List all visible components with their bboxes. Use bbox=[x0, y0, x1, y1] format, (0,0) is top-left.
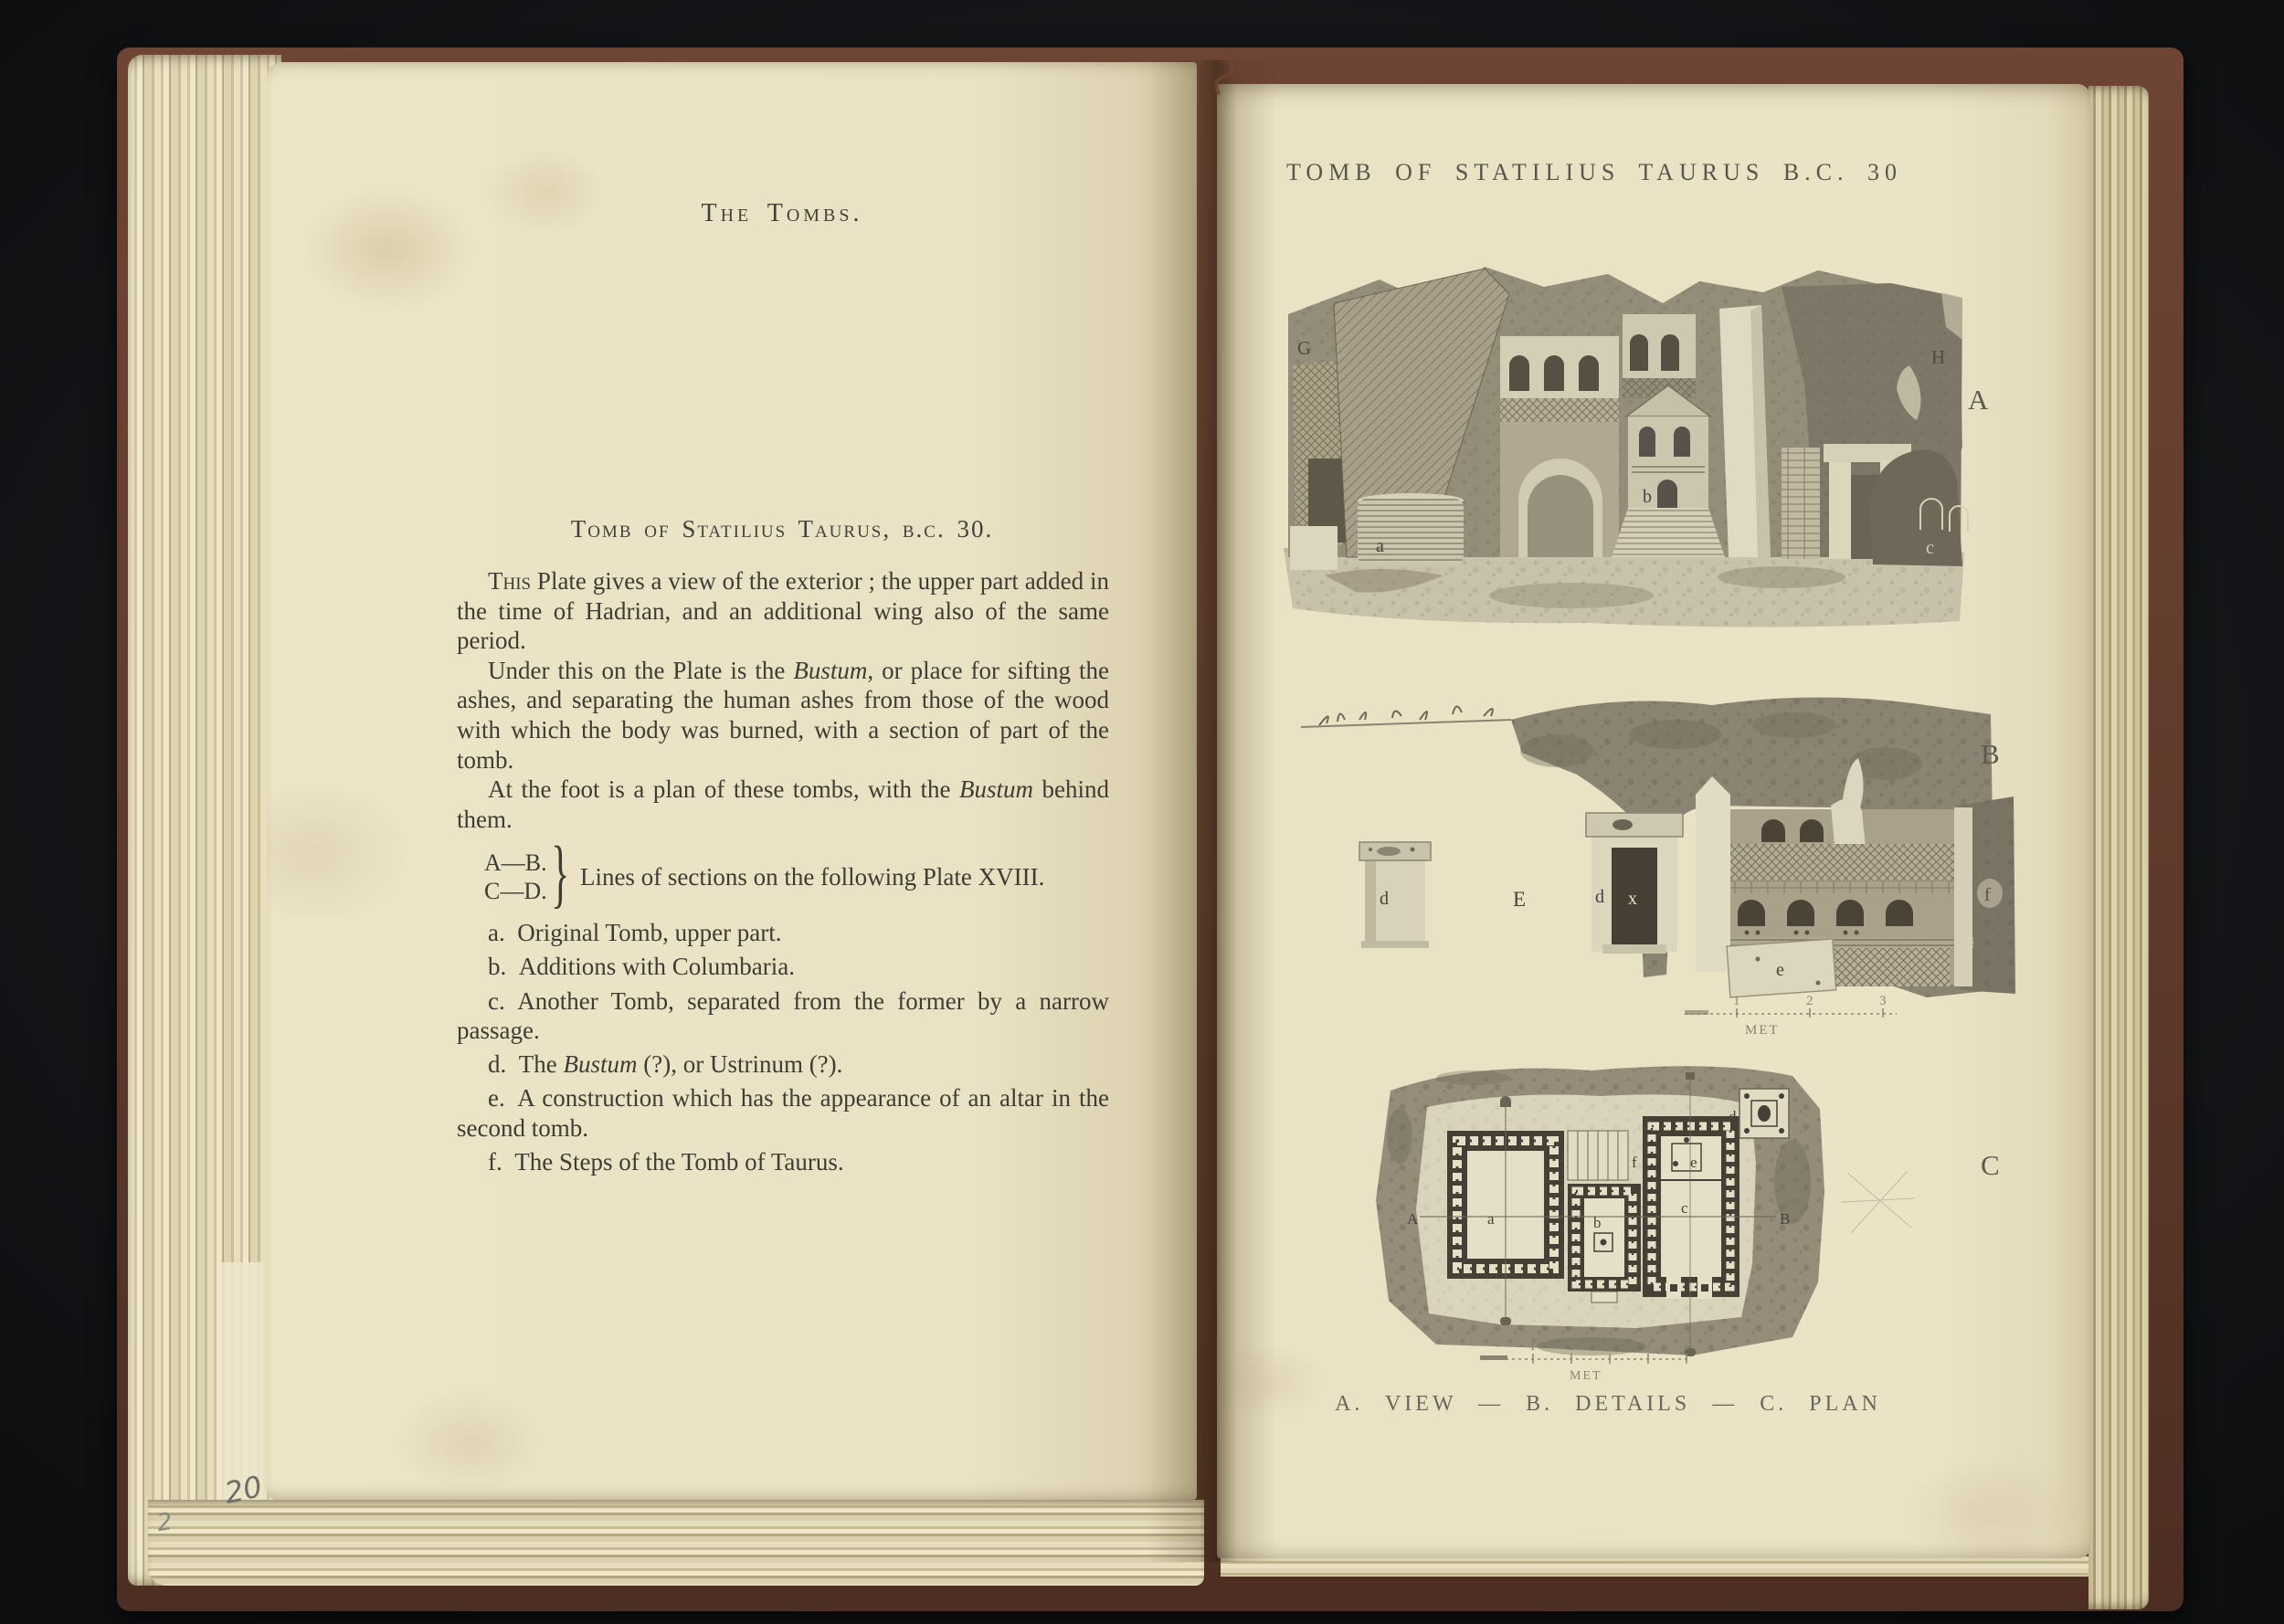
figure-c-letter-d: d bbox=[1729, 1108, 1737, 1125]
right-page bbox=[1217, 84, 2090, 1558]
scale-unit: MET bbox=[1745, 1023, 1780, 1038]
scale-number: 1 bbox=[1733, 994, 1740, 1008]
paragraph: This Plate gives a view of the exterior ; the upper part added in the time of Hadrian, and an additional wing also of the same period. bbox=[457, 567, 1109, 655]
brace-glyph: } bbox=[550, 831, 569, 917]
running-title: The Tombs. bbox=[701, 199, 863, 227]
open-book bbox=[117, 47, 2184, 1611]
figure-b-letter-d-altar: d bbox=[1380, 889, 1389, 909]
figure-a-letter-c: c bbox=[1926, 538, 1934, 558]
scale-number: 5 bbox=[1683, 1340, 1689, 1354]
figure-c-letter-a: a bbox=[1487, 1210, 1495, 1228]
section-line-labels bbox=[484, 849, 547, 905]
figure-b-letter-x: x bbox=[1628, 889, 1637, 909]
figure-c-plan bbox=[1363, 1054, 1925, 1383]
list-item: b. Additions with Columbaria. bbox=[488, 953, 795, 981]
scale-number: 2 bbox=[1806, 994, 1813, 1008]
figure-a-letter-a: a bbox=[1376, 536, 1384, 556]
plate-caption: A. VIEW — B. DETAILS — C. PLAN bbox=[1335, 1392, 1881, 1416]
bottom-right-page-edges bbox=[1221, 1556, 2088, 1577]
list-item: e. A construction which has the appearance of an altar in the second tomb. bbox=[457, 1084, 1109, 1142]
section-note-text: Lines of sections on the following Plate XVIII. bbox=[579, 862, 1045, 891]
body-text bbox=[457, 566, 1109, 1181]
scale-number: 1 bbox=[1529, 1340, 1536, 1354]
plan-altar-d bbox=[1739, 1089, 1789, 1138]
bookmark-thread-icon bbox=[1210, 49, 1252, 100]
scale-number: 3 bbox=[1606, 1340, 1613, 1354]
key-list bbox=[457, 918, 1109, 1176]
compass-rose bbox=[1842, 1171, 1915, 1233]
list-item: c. Another Tomb, separated from the former by a narrow passage. bbox=[457, 986, 1109, 1045]
figure-a-letter-b: b bbox=[1643, 487, 1652, 507]
list-item: f. The Steps of the Tomb of Taurus. bbox=[488, 1148, 844, 1176]
section-heading: Tomb of Statilius Taurus, b.c. 30. bbox=[570, 515, 994, 543]
bottom-left-page-edges bbox=[148, 1500, 1204, 1586]
figure-c-letter-e: e bbox=[1690, 1154, 1697, 1171]
figure-a-view bbox=[1270, 256, 1973, 632]
figure-b-scale-bar bbox=[1685, 994, 1897, 1038]
paragraph: At the foot is a plan of these tombs, with the Bustum behind them. bbox=[457, 775, 1109, 833]
figure-a-margin-letter: A bbox=[1968, 384, 1989, 416]
paragraph: Under this on the Plate is the Bustum, or place for sifting the ashes, and separating the human ashes from those of the wood with which the body was burned, with a section of part of the tomb. bbox=[457, 656, 1110, 774]
figure-c-letter-A: A bbox=[1407, 1210, 1419, 1228]
figure-b-letter-f: f bbox=[1984, 885, 1991, 905]
list-item: a. Original Tomb, upper part. bbox=[488, 919, 782, 947]
figure-c-letter-B: B bbox=[1780, 1210, 1791, 1228]
figure-c-letter-c: c bbox=[1681, 1199, 1688, 1217]
figure-c-letter-f: f bbox=[1632, 1154, 1637, 1171]
figure-c-margin-letter: C bbox=[1981, 1149, 2000, 1181]
section-line-ab: A—B. bbox=[484, 849, 547, 877]
doorway bbox=[1586, 813, 1683, 954]
figure-b-margin-letter: B bbox=[1981, 738, 2000, 770]
figure-b-letter-d-door: d bbox=[1595, 887, 1604, 907]
section-lines-note bbox=[484, 831, 1109, 917]
figure-a-letter-g: G bbox=[1297, 337, 1312, 359]
pencil-page-number: 20 bbox=[221, 1469, 266, 1511]
figure-c-letter-b: b bbox=[1593, 1214, 1602, 1231]
plan-chamber-b bbox=[1568, 1184, 1641, 1302]
altar-d bbox=[1359, 842, 1431, 948]
plan-stairs-f bbox=[1568, 1131, 1628, 1180]
pencil-edge-mark: 2 bbox=[154, 1507, 174, 1538]
figure-b-letter-e: e bbox=[1776, 960, 1784, 980]
left-page bbox=[267, 62, 1197, 1500]
figure-b-letter-E: E bbox=[1513, 888, 1527, 911]
right-fore-edge bbox=[2088, 86, 2149, 1609]
figure-a-letter-h: H bbox=[1931, 346, 1946, 368]
plate-header: TOMB OF STATILIUS TAURUS B.C. 30 bbox=[1286, 159, 1902, 185]
scale-number: 3 bbox=[1879, 994, 1887, 1008]
list-item: d. The Bustum (?), or Ustrinum (?). bbox=[488, 1050, 843, 1079]
scale-unit: MET bbox=[1570, 1369, 1602, 1383]
scale-number: 4 bbox=[1644, 1340, 1651, 1354]
figure-b-details bbox=[1283, 669, 2023, 1039]
scale-number: 2 bbox=[1568, 1340, 1574, 1354]
section-line-cd: C—D. bbox=[484, 878, 547, 905]
